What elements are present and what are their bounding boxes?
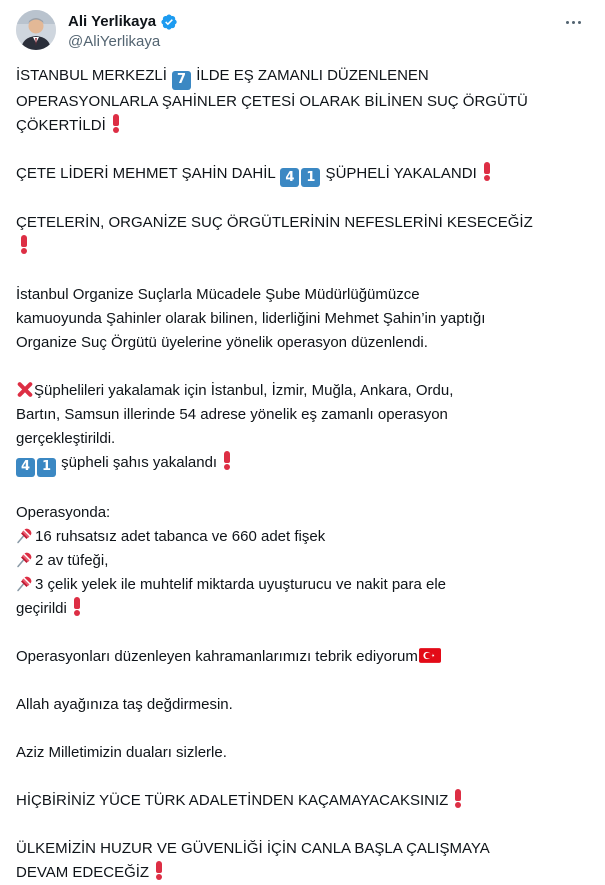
paragraph-seized: Operasyonda: 16 ruhsatsız adet tabanca ve 660 adet fişek 2 av tüfeği, 3 çelik yelek ile muhtelif miktarda uyuşturucu ve nakit para ele geçirildi: [16, 501, 576, 621]
paragraph-prayer: Allah ayağınıza taş değdirmesin.: [16, 695, 233, 713]
paragraph-nation: Aziz Milletimizin duaları sizlerle.: [16, 743, 227, 761]
list-item: 3 çelik yelek ile muhtelif miktarda uyuşturucu ve nakit para ele: [16, 573, 576, 597]
cross-mark-icon: [16, 381, 33, 398]
pushpin-icon: [16, 574, 34, 592]
avatar-photo-icon: [16, 10, 56, 50]
turkey-flag-icon: [419, 648, 441, 663]
red-exclamation-icon: [483, 162, 491, 181]
keycap-digit: 7: [172, 71, 191, 90]
red-exclamation-icon: [73, 597, 81, 616]
author-info: [68, 12, 178, 52]
more-options-icon[interactable]: [559, 12, 587, 32]
author-display-name[interactable]: Ali Yerlikaya: [68, 13, 157, 30]
keycap-digit: 4: [280, 168, 299, 187]
author-handle[interactable]: @AliYerlikaya: [68, 33, 161, 50]
list-item: 16 ruhsatsız adet tabanca ve 660 adet fişek: [16, 525, 576, 549]
paragraph-leader: ÇETE LİDERİ MEHMET ŞAHİN DAHİL 4 1 ŞÜPHELİ YAKALANDI: [16, 162, 576, 188]
avatar[interactable]: [16, 10, 56, 50]
list-item: 2 av tüfeği,: [16, 549, 576, 573]
paragraph-details: Şüphelileri yakalamak için İstanbul, İzmir, Muğla, Ankara, Ordu, Bartın, Samsun illerinde 54 adrese yönelik eş zamanlı operasyon gerçekleştirildi. 4 1 şüpheli şahıs yakalandı: [16, 379, 576, 477]
verified-badge-icon: [160, 13, 178, 31]
tweet-header: [16, 10, 593, 54]
paragraph-vow: ÇETELERİN, ORGANİZE SUÇ ÖRGÜTLERİNİN NEFESLERİNİ KESECEĞİZ: [16, 211, 576, 259]
paragraph-headline: İSTANBUL MERKEZLİ 7 İLDE EŞ ZAMANLI DÜZENLENEN OPERASYONLARLA ŞAHİNLER ÇETESİ OLARAK BİLİNEN SUÇ ÖRGÜTÜ ÇÖKERTİLDİ: [16, 67, 528, 134]
paragraph-closing: ÜLKEMİZİN HUZUR VE GÜVENLİĞİ İÇİN CANLA BAŞLA ÇALIŞMAYA DEVAM EDECEĞİZ: [16, 839, 490, 881]
pushpin-icon: [16, 526, 34, 544]
keycap-digit: 1: [301, 168, 320, 187]
red-exclamation-icon: [112, 114, 120, 133]
keycap-digit: 4: [16, 458, 35, 477]
red-exclamation-icon: [223, 451, 231, 470]
pushpin-icon: [16, 550, 34, 568]
paragraph-justice: HİÇBİRİNİZ YÜCE TÜRK ADALETİNDEN KAÇAMAYACAKSINIZ: [16, 789, 576, 813]
red-exclamation-icon: [20, 235, 28, 254]
tweet-text: [16, 64, 576, 885]
red-exclamation-icon: [155, 861, 163, 880]
paragraph-description: İstanbul Organize Suçlarla Mücadele Şube Müdürlüğümüzce kamuoyunda Şahinler olarak bilinen, liderliğini Mehmet Şahin’in yaptığı Organize Suç Örgütü üyelerine yönelik operasyon düzenlendi.: [16, 286, 486, 351]
paragraph-congrats: Operasyonları düzenleyen kahramanlarımızı tebrik ediyorum: [16, 645, 576, 669]
red-exclamation-icon: [454, 789, 462, 808]
keycap-digit: 1: [37, 458, 56, 477]
